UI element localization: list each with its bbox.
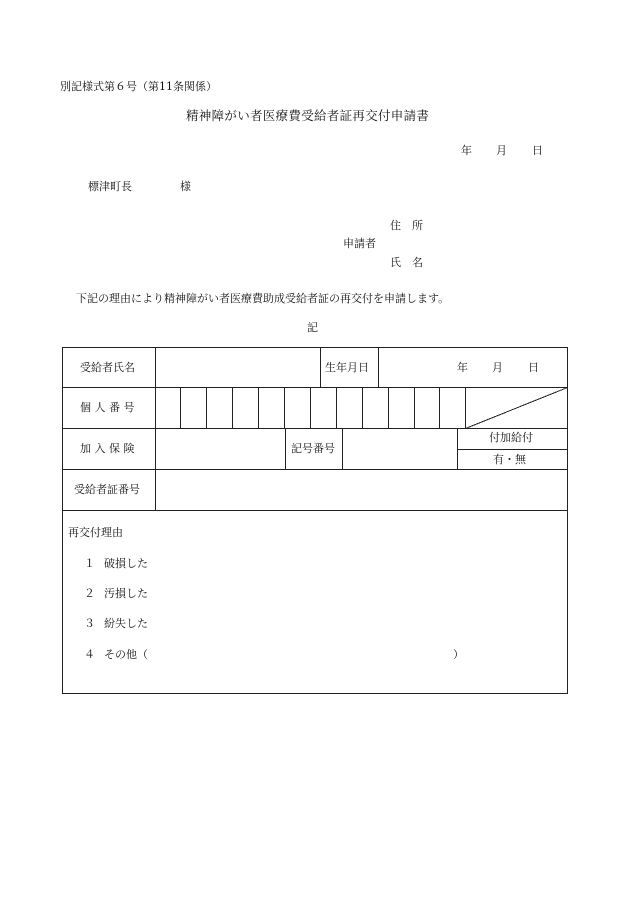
- applicant-role-label: 申請者: [343, 237, 376, 250]
- insurance-label: 加 入 保 険: [80, 442, 135, 455]
- reason-damaged[interactable]: 破損した: [104, 557, 148, 570]
- reissue-reason-label: 再交付理由: [68, 526, 123, 539]
- certificate-number-field[interactable]: [156, 470, 567, 510]
- addressee-name: 標津町長: [88, 180, 132, 193]
- page-title: 精神障がい者医療費受給者証再交付申請書: [186, 108, 430, 123]
- addressee-honorific: 様: [180, 180, 191, 193]
- form-number-label: 別記様式第６号（第11条関係）: [60, 80, 217, 93]
- reason-other-input[interactable]: [150, 646, 450, 664]
- date-year-label: 年: [461, 144, 472, 157]
- reason-number: １: [84, 557, 95, 570]
- birthdate-label: 生年月日: [325, 361, 369, 374]
- addon-benefit-label: 付加給付: [489, 431, 533, 444]
- reason-other[interactable]: その他（: [104, 648, 148, 661]
- symbol-number-field[interactable]: [343, 429, 457, 469]
- recipient-name-field[interactable]: [156, 348, 320, 387]
- applicant-address-label: 住 所: [390, 219, 423, 232]
- addon-benefit-option[interactable]: 有・無: [493, 453, 526, 466]
- reason-lost[interactable]: 紛失した: [104, 617, 148, 630]
- birthdate-day-label: 日: [528, 361, 539, 374]
- recipient-name-label: 受給者氏名: [80, 361, 135, 374]
- insurance-field[interactable]: [156, 429, 285, 469]
- birthdate-month-label: 月: [492, 361, 503, 374]
- ki-label: 記: [307, 321, 318, 334]
- birthdate-year-label: 年: [457, 361, 468, 374]
- certificate-number-label: 受給者証番号: [74, 483, 140, 496]
- date-month-label: 月: [496, 144, 507, 157]
- reason-number: ３: [84, 617, 95, 630]
- date-day-label: 日: [532, 144, 543, 157]
- application-statement: 下記の理由により精神障がい者医療費助成受給者証の再交付を申請します。: [76, 292, 450, 305]
- reason-number: ２: [84, 587, 95, 600]
- symbol-number-label: 記号番号: [291, 442, 335, 455]
- personal-number-label: 個 人 番 号: [80, 401, 135, 414]
- reason-other-close-paren: ）: [453, 648, 464, 661]
- applicant-name-label: 氏 名: [390, 256, 423, 269]
- personal-number-field[interactable]: [156, 388, 465, 428]
- reason-soiled[interactable]: 汚損した: [104, 587, 148, 600]
- reason-number: ４: [84, 648, 95, 661]
